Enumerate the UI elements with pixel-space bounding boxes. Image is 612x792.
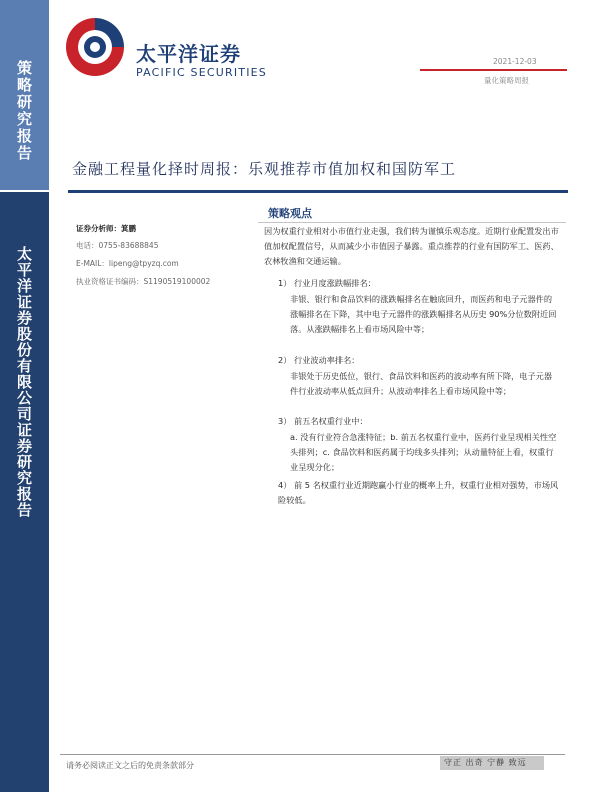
point-3-detail: a. 没有行业符合急涨特征；b. 前五名权重行业中，医药行业呈现相关性空头排列；c. 食品饮料和医药属于均线多头排列；从动量特征上看，权重行业呈现分化； <box>290 432 557 472</box>
report-date: 2021-12-03 <box>493 57 537 66</box>
analyst-email: E-MAIL：lipeng@tpyzq.com <box>76 259 179 268</box>
report-category: 量化策略周报 <box>484 76 529 85</box>
sidebar-report-type: 策略研究报告 <box>15 60 33 162</box>
analyst-phone: 电话：0755-83688845 <box>76 241 159 250</box>
report-title: 金融工程量化择时周报：乐观推荐市值加权和国防军工 <box>72 160 457 178</box>
intro-paragraph: 因为权重行业相对小市值行业走强，我们转为谨慎乐观态度。近期行业配置发出市值加权配置信号，从而减少小市值因子暴露。重点推荐的行业有国防军工、医药、农林牧渔和交通运输。 <box>264 226 559 266</box>
point-2-label: 2） 行业波动率排名： <box>278 355 360 365</box>
point-1-detail: 非银、银行和食品饮料的涨跌幅排名在触底回升，而医药和电子元器件的涨幅排名在下降，其中电子元器件的涨跌幅排名从历史 90%分位数附近回落。从涨跌幅排名上看市场风险中等； <box>290 294 557 334</box>
brand-name-en: PACIFIC SECURITIES <box>136 66 267 79</box>
company-motto: 守正 出奇 宁静 致远 <box>440 756 544 770</box>
title-rule <box>68 190 568 193</box>
sidebar-company-label: 太平洋证券股份有限公司证券研究报告 <box>15 246 33 518</box>
section-heading-rule <box>258 222 566 223</box>
disclaimer-note: 请务必阅读正文之后的免责条款部分 <box>66 761 194 770</box>
point-2-detail: 非银处于历史低位，银行、食品饮料和医药的波动率有所下降，电子元器件行业波动率从低点回升；从波动率排名上看市场风险中等； <box>290 371 553 396</box>
section-heading: 策略观点 <box>268 207 312 220</box>
point-4-text: 4） 前 5 名权重行业近期跑赢小行业的概率上升，权重行业相对强势，市场风险较低。 <box>278 480 559 505</box>
pacific-securities-logo <box>60 12 130 82</box>
date-rule <box>420 69 567 71</box>
analyst-name: 证券分析师：箕鹏 <box>76 224 136 233</box>
point-1-label: 1） 行业月度涨跌幅排名： <box>278 278 376 288</box>
brand-name-cn: 太平洋证券 <box>136 42 241 66</box>
footer-rule <box>60 754 565 755</box>
point-3-label: 3） 前五名权重行业中： <box>278 416 368 426</box>
sidebar-divider <box>0 190 49 192</box>
analyst-certificate: 执业资格证书编码：S1190519100002 <box>76 277 211 286</box>
